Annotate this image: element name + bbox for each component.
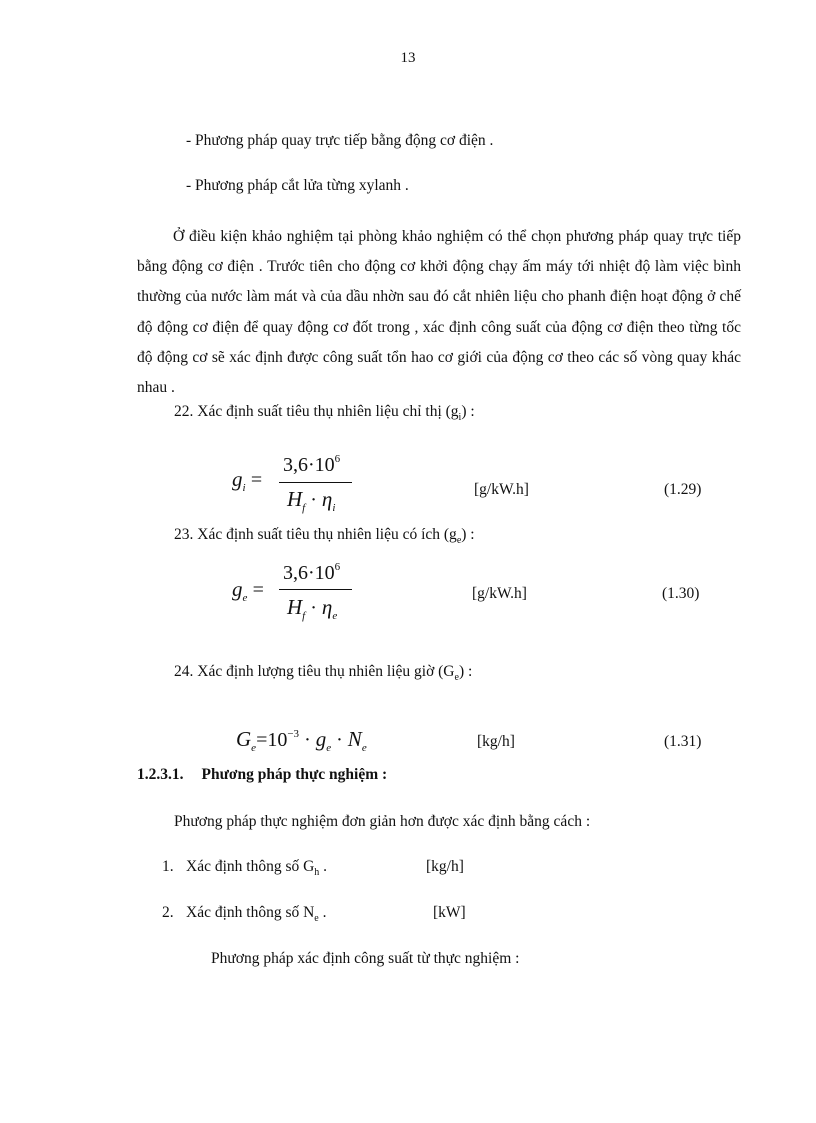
list-item-heading: 23. Xác định suất tiêu thụ nhiên liệu có ích $(g_e)$ : bbox=[174, 526, 475, 546]
page-number: 13 bbox=[400, 50, 416, 66]
section-title: Phương pháp thực nghiệm : bbox=[201, 766, 388, 783]
equation-number: (1.29) bbox=[664, 481, 702, 498]
equation-number: (1.30) bbox=[662, 585, 700, 602]
intro-text: Phương pháp thực nghiệm đơn giản hơn được xác định bằng cách : bbox=[174, 813, 591, 830]
bullet-item: - Phương pháp cắt lửa từng xylanh . bbox=[186, 177, 409, 194]
list-item-heading: 24. Xác định lượng tiêu thụ nhiên liệu giờ $(G_e)$ : bbox=[174, 663, 473, 683]
closing-text: Phương pháp xác định công suất từ thực nghiệm : bbox=[211, 950, 520, 967]
equation-unit: [kg/h] bbox=[477, 733, 515, 750]
body-paragraph: Ở điều kiện khảo nghiệm tại phòng khảo nghiệm có thể chọn phương pháp quay trực tiếp bằng động cơ điện . Trước tiên cho động cơ khởi động chạy ấm máy tới nhiệt độ làm việc bình thường của nước làm mát và của dầu nhờn sau đó cắt nhiên liệu cho phanh điện hoạt động ở chế độ động cơ điện để quay động cơ đốt trong , xác định công suất của động cơ điện theo từng tốc độ động cơ sẽ xác định được công suất tổn hao cơ giới của động cơ theo các số vòng quay khác nhau . bbox=[137, 228, 741, 397]
equation-unit: [g/kW.h] bbox=[472, 585, 527, 602]
bullet-item: - Phương pháp quay trực tiếp bằng động cơ điện . bbox=[186, 132, 494, 149]
equation-unit: [g/kW.h] bbox=[474, 481, 529, 498]
section-number: 1.2.3.1. bbox=[137, 766, 184, 783]
equation-number: (1.31) bbox=[664, 733, 702, 750]
section-heading bbox=[137, 766, 387, 784]
list-item-heading: 22. Xác định suất tiêu thụ nhiên liệu chỉ thị $(g_i)$ : bbox=[174, 403, 475, 423]
